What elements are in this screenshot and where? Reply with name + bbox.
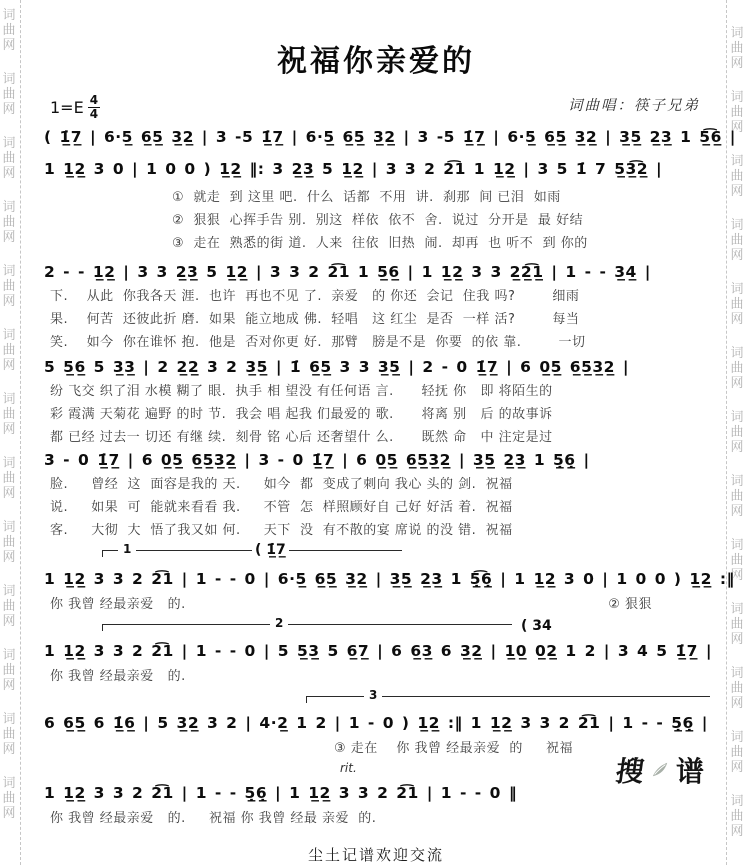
lyric-row: 脸. 曾经 这 面容是我的 天. 如今 都 变成了刺向 我心 头的 剑. 祝福 — [50, 477, 513, 492]
notation-line-2: 1 1̲2̲ 3 0 | 1 0 0 ) 1̲2̲ ‖: 3 2̲3̲ 5 1̲2̲ | 3 3 2 2͡1 1 1̲2̲ | 3 5 1̇ 7 5̲3̲͡2̲ | — [44, 160, 663, 178]
lyric-row: 果. 何苦 还彼此折 磨. 如果 能立地成 佛. 轻唱 这 红尘 是否 一样 活? 每当 — [50, 312, 580, 327]
watermark-text: 词曲网 — [730, 666, 744, 711]
volta-bracket-2 — [102, 616, 512, 632]
watermark-text: 词曲网 — [2, 392, 16, 437]
notation-line-7: 1 1̲2̲ 3 3 2 2͡1 | 1 - - 0 | 5 5̲3̲ 5 6̲7̲ | 6 6̲3̲ 6 3̲2̲ | 1̲0̲ 0̲2̲ 1 2 | 3 4 5 1̲̇7̲ | — [44, 642, 713, 660]
watermark-text: 词曲网 — [730, 346, 744, 391]
lyric-row-with-verse-mark — [44, 593, 708, 616]
lyric-row: 说. 如果 可 能就来看看 我. 不管 怎 样照顾好自 己好 好活 着. 祝福 — [50, 500, 513, 515]
lyric-row: 笑. 如今 你在谁怀 抱. 他是 否对你更 好. 那臂 膀是不是 你要 的依 靠. 一切 — [50, 335, 586, 350]
lyric-row: ② 狠狠 心挥手告 别. 别这 样依 依不 舍. 说过 分开是 最 好结 — [172, 213, 584, 228]
score-content — [44, 0, 736, 865]
meta-row — [44, 93, 708, 121]
third-ending-row — [44, 688, 708, 712]
lyric-row: ③ 走在 熟悉的街 道. 人来 往依 旧热 闹. 却再 也 听不 到 你的 — [172, 236, 588, 251]
watermark-text: 词曲网 — [2, 456, 16, 501]
key-signature — [50, 94, 100, 120]
lyric-row: 你 我曾 经最亲爱 的. 祝福 你 我曾 经最 亲爱 的. — [50, 811, 377, 826]
verse-lyrics-block — [44, 186, 708, 255]
first-ending-row — [44, 542, 708, 568]
notation-line-4: 5 5̲6̲ 5 3̲3̲ | 2 2̲2̲ 3 2 3̲5̲ | 1̇ 6̲5̲ 3 3 3̲5̲ | 2 - 0 1̲̇7̲ | 6 0̲5̲ 6̲5̲3̲2̲ | — [44, 358, 629, 376]
lyric-row: ① 就走 到 这里 吧. 什么 话都 不用 讲. 刹那 间 已泪 如雨 — [172, 190, 561, 205]
lyric-verse2-cue: ② 狠狠 — [608, 597, 652, 612]
time-top: 4 — [89, 93, 99, 107]
watermark-text: 词曲网 — [2, 328, 16, 373]
watermark-text: 词曲网 — [730, 218, 744, 263]
notation-line-1: ( 1̲̇7̲ | 6·5̲ 6̲5̲ 3̲2̲ | 3 -5 1̲̇7̲ | 6·5̲ 6̲5̲ 3̲2̲ | 3 -5 1̲̇7̲ | 6·5̲ 6̲5̲ 3̲2̲ | 3̲5̲ 2̲3̲ 1 5̲͡6̲ | — [44, 128, 736, 146]
watermark-text: 词曲网 — [2, 264, 16, 309]
watermark-text: 词曲网 — [2, 72, 16, 117]
lyric-left: 你 我曾 经最亲爱 的. — [50, 597, 186, 612]
watermark-text: 词曲网 — [730, 90, 744, 135]
lyrics-block — [44, 380, 708, 449]
watermark-text: 词曲网 — [730, 26, 744, 71]
watermark-text: 词曲网 — [2, 712, 16, 757]
notation-line-3: 2 - - 1̲2̲ | 3 3 2̲3̲ 5 1̲2̲ | 3 3 2 2͡1 1 5̲6̲ | 1 1̲2̲ 3 3 2̲2̲͡1̲ | 1 - - 3̲4̲ | — [44, 263, 651, 281]
volta-number: 1 — [118, 542, 136, 556]
lyrics-block — [44, 285, 708, 354]
lyrics-block — [44, 473, 708, 542]
watermark-text: 词曲网 — [2, 584, 16, 629]
watermark-text: 词曲网 — [2, 520, 16, 565]
time-signature — [88, 94, 100, 120]
watermark-text: 词曲网 — [730, 282, 744, 327]
volta-number: 3 — [364, 688, 382, 702]
lyric-row: 都 已经 过去一 切还 有继 续. 刻骨 铭 心后 还奢望什 么. 既然 命 中 注定是过 — [50, 430, 553, 445]
watermark-text: 词曲网 — [2, 200, 16, 245]
key-label: 1=E — [50, 97, 84, 117]
watermark-text: 词曲网 — [730, 794, 744, 839]
lyric-row: 你 我曾 经最亲爱 的. — [50, 669, 186, 684]
notation-line-5: 3 - 0 1̲̇7̲ | 6 0̲5̲ 6̲5̲3̲2̲ | 3 - 0 1̲̇7̲ | 6 0̲5̲ 6̲5̲3̲2̲ | 3̲5̲ 2̲3̲ 1 5̣̲6̣̲ | — [44, 451, 590, 469]
watermark-text: 词曲网 — [730, 538, 744, 583]
pickup-notes: ( 1̲̇7̲ — [252, 542, 289, 558]
footer-note: 尘土记谱欢迎交流 — [307, 846, 444, 864]
second-ending-row — [44, 616, 708, 640]
song-title: 祝福你亲爱的 — [277, 44, 475, 79]
lyric-row: ③ 走在 你 我曾 经最亲爱 的 祝福 — [334, 741, 574, 756]
watermark-text: 词曲网 — [730, 474, 744, 519]
watermark-text: 词曲网 — [730, 410, 744, 455]
pickup-notes: ( 34 — [518, 618, 555, 634]
watermark-column-left — [2, 8, 18, 865]
notation-line-9: 1 1̲2̲ 3 3 2 2͡1 | 1 - - 5̣̲6̣̲ | 1 1̲2̲ 3 3 2 2͡1 | 1 - - 0 ‖ — [44, 784, 518, 802]
watermark-text: 词曲网 — [2, 8, 16, 53]
lyric-row: 彩 霞满 天菊花 遍野 的时 节. 我会 唱 起我 们最爱的 歌. 将离 别 后 的故事诉 — [50, 407, 553, 422]
soupu-logo — [613, 750, 704, 790]
watermark-text: 词曲网 — [2, 648, 16, 693]
volta-number: 2 — [270, 616, 288, 630]
watermark-text: 词曲网 — [730, 154, 744, 199]
notation-line-6: 1 1̲2̲ 3 3 2 2͡1 | 1 - - 0 | 6·5̲ 6̲5̲ 3̲2̲ | 3̲5̲ 2̲3̲ 1 5̣̲͡6̣̲ | 1 1̲2̲ 3 0 | 1 0 0 ) 1̲2̲ :‖ — [44, 570, 735, 588]
watermark-text: 词曲网 — [730, 602, 744, 647]
watermark-text: 词曲网 — [730, 730, 744, 775]
volta-bracket-3 — [306, 688, 710, 704]
credit-line: 词曲唱：筷子兄弟 — [568, 98, 700, 114]
watermark-text: 词曲网 — [2, 136, 16, 181]
leaf-icon — [651, 761, 669, 779]
notation-line-8: 6 6̲5̲ 6 1̲̇6̲ | 5 3̲2̲ 3 2 | 4·2̲ 1 2 | 1 - 0 ) 1̲2̲ :‖ 1 1̲2̲ 3 3 2 2͡1 | 1 - - 5̣̲6̣̲ | — [44, 714, 708, 732]
time-bottom: 4 — [89, 106, 99, 121]
lyric-row: 客. 大彻 大 悟了我又如 何. 天下 没 有不散的宴 席说 的没 错. 祝福 — [50, 523, 513, 538]
logo-char-sou: 搜 — [613, 755, 647, 788]
watermark-column-right — [730, 26, 746, 865]
lyric-row: 下. 从此 你我各天 涯. 也许 再也不见 了. 亲爱 的 你还 会记 住我 吗? 细雨 — [50, 289, 580, 304]
watermark-text: 词曲网 — [2, 776, 16, 821]
lyric-row: 纷 飞交 织了泪 水模 糊了 眼. 执手 相 望没 有任何语 言. 轻抚 你 即 将陌生的 — [50, 384, 553, 399]
logo-char-pu: 谱 — [675, 755, 704, 788]
ritardando-mark: rit. — [340, 761, 357, 775]
